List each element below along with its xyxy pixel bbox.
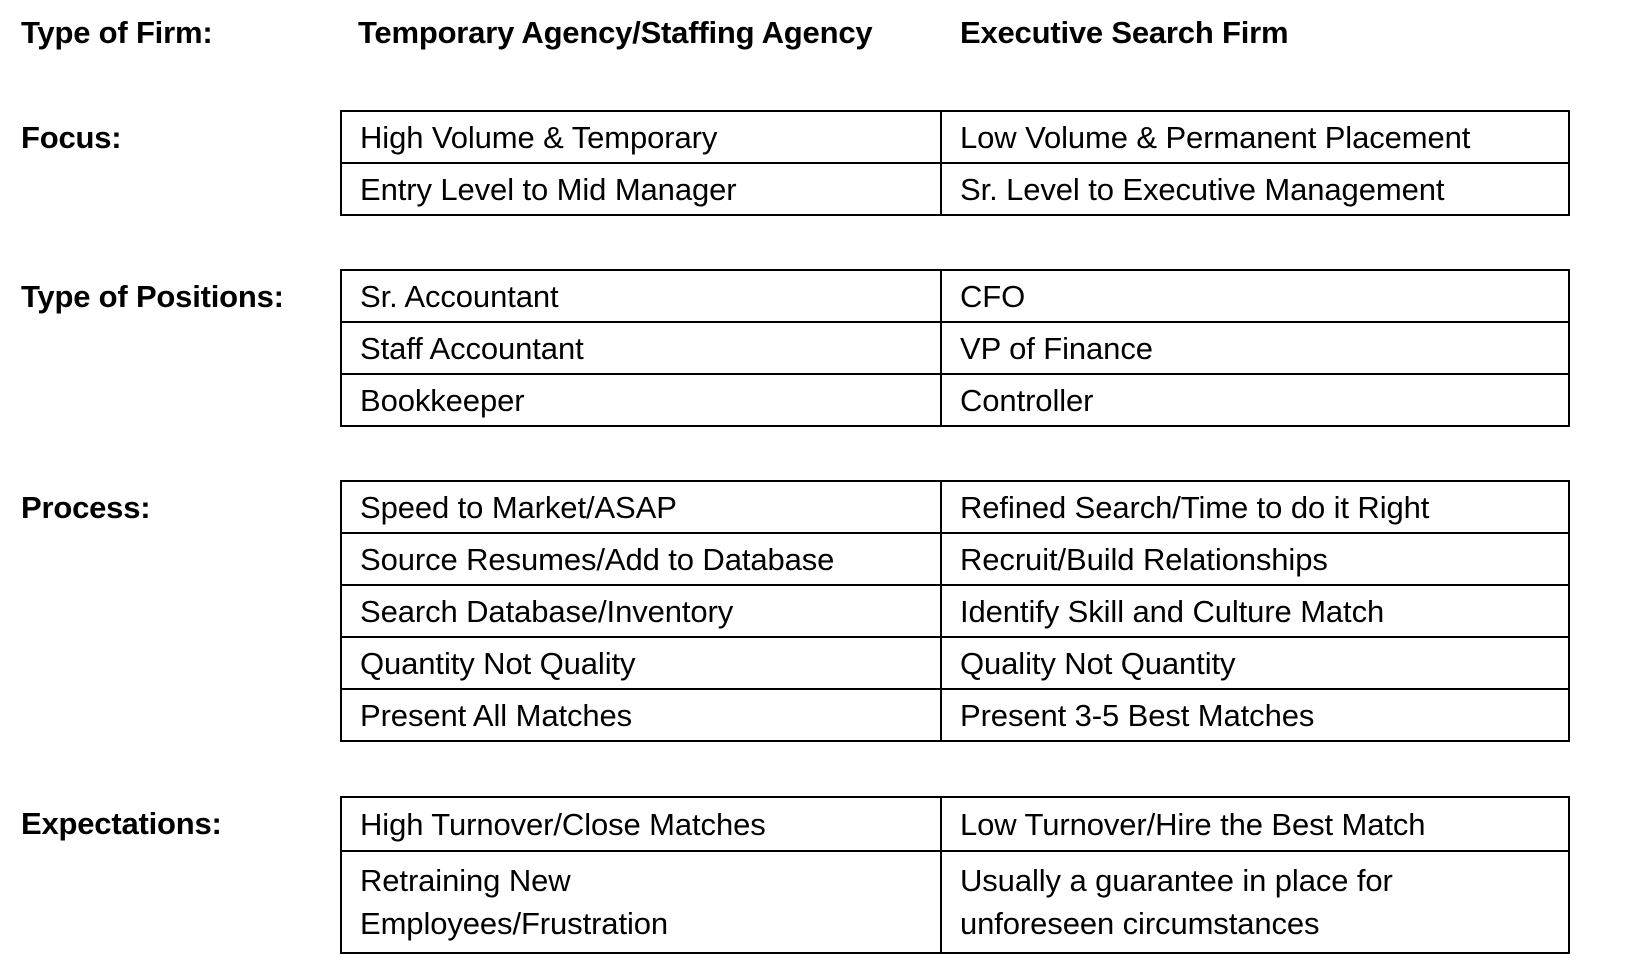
table-row	[341, 585, 1569, 637]
table-cell: Identify Skill and Culture Match	[941, 585, 1569, 637]
staffing-agency-heading: Temporary Agency/Staffing Agency	[358, 15, 873, 50]
focus-table	[340, 110, 1570, 216]
table-cell: VP of Finance	[941, 322, 1569, 374]
table-cell: Sr. Accountant	[341, 270, 941, 322]
table-cell: Sr. Level to Executive Management	[941, 163, 1569, 215]
executive-search-heading: Executive Search Firm	[960, 15, 1289, 50]
table-row	[341, 689, 1569, 741]
table-row	[341, 322, 1569, 374]
table-cell: Present All Matches	[341, 689, 941, 741]
table-cell: CFO	[941, 270, 1569, 322]
process-table	[340, 480, 1570, 742]
expectations-table	[340, 796, 1570, 954]
header-row	[0, 0, 1626, 70]
table-cell: Source Resumes/Add to Database	[341, 533, 941, 585]
table-cell: Low Turnover/Hire the Best Match	[941, 797, 1569, 851]
section-label-expectations: Expectations:	[21, 806, 222, 841]
table-cell: Present 3-5 Best Matches	[941, 689, 1569, 741]
table-cell: Refined Search/Time to do it Right	[941, 481, 1569, 533]
table-cell: Speed to Market/ASAP	[341, 481, 941, 533]
table-cell: High Turnover/Close Matches	[341, 797, 941, 851]
table-row	[341, 111, 1569, 163]
table-cell: High Volume & Temporary	[341, 111, 941, 163]
table-row	[341, 374, 1569, 426]
table-cell: Retraining New Employees/Frustration	[341, 851, 941, 953]
section-label-focus: Focus:	[21, 120, 122, 155]
table-row	[341, 533, 1569, 585]
table-row	[341, 797, 1569, 851]
table-row	[341, 637, 1569, 689]
table-cell: Search Database/Inventory	[341, 585, 941, 637]
table-cell: Quantity Not Quality	[341, 637, 941, 689]
section-label-process: Process:	[21, 490, 151, 525]
table-row	[341, 163, 1569, 215]
table-cell: Quality Not Quantity	[941, 637, 1569, 689]
table-row	[341, 481, 1569, 533]
positions-table	[340, 269, 1570, 427]
section-label-positions: Type of Positions:	[21, 279, 284, 314]
table-cell: Staff Accountant	[341, 322, 941, 374]
table-row	[341, 851, 1569, 953]
table-cell: Bookkeeper	[341, 374, 941, 426]
table-cell: Recruit/Build Relationships	[941, 533, 1569, 585]
table-cell: Low Volume & Permanent Placement	[941, 111, 1569, 163]
table-cell: Usually a guarantee in place for unforeseen circumstances	[941, 851, 1569, 953]
table-cell: Entry Level to Mid Manager	[341, 163, 941, 215]
table-row	[341, 270, 1569, 322]
table-cell: Controller	[941, 374, 1569, 426]
type-of-firm-label: Type of Firm:	[21, 15, 213, 50]
